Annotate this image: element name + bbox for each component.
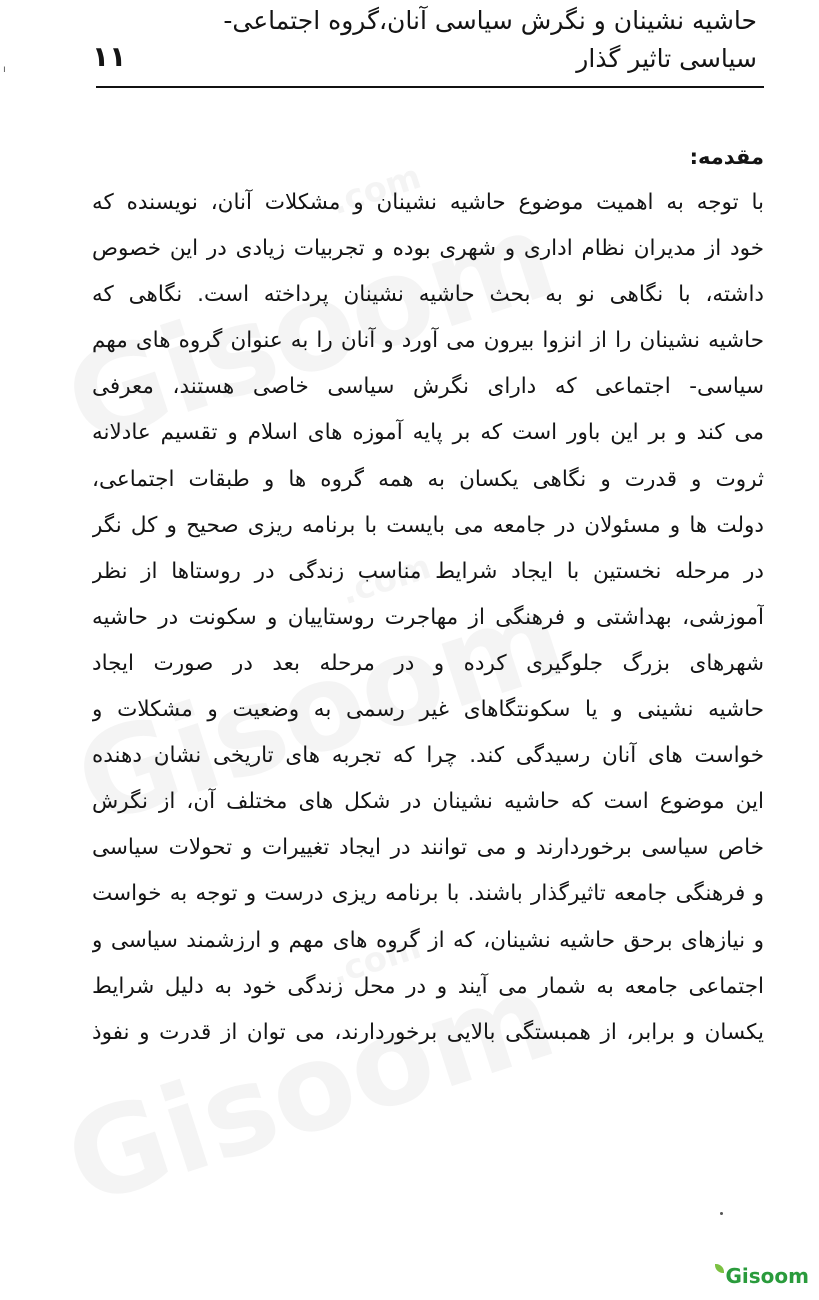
paragraph-line: خود از مدیران نظام اداری و شهری بوده و تجربیات زیادی در این خصوص: [92, 236, 764, 262]
paragraph-line: خواست های آنان رسیدگی کند. چرا که تجربه های تاریخی نشان دهنده: [92, 743, 764, 769]
gisoom-logo-text: Gisoom: [725, 1264, 809, 1288]
paragraph-line: داشته، با نگاهی نو به بحث حاشیه نشینان پرداخته است. نگاهی که: [92, 282, 764, 308]
paragraph-line: و فرهنگی جامعه تاثیرگذار باشند. با برنامه ریزی درست و توجه به خواست: [92, 881, 764, 907]
paragraph-line: با توجه به اهمیت موضوع حاشیه نشینان و مشکلات آنان، نویسنده که: [92, 190, 764, 215]
header-divider: [96, 86, 764, 88]
main-content: [92, 138, 764, 1056]
running-title: حاشیه نشینان و نگرش سیاسی آنان،گروه اجتماعی- سیاسی تاثیر گذار: [223, 6, 757, 73]
scan-mark: ı: [3, 64, 6, 75]
page-header: [0, 0, 819, 90]
paragraph-line: ثروت و قدرت و نگاهی یکسان به همه گروه ها و طبقات اجتماعی،: [92, 466, 764, 492]
section-title: مقدمه:: [689, 145, 764, 169]
paragraph-line: آموزشی، بهداشتی و فرهنگی از مهاجرت روستاییان و سکونت در حاشیه: [92, 604, 764, 630]
paragraph-line: این موضوع است که حاشیه نشینان در شکل های مختلف آن، از نگرش: [92, 789, 764, 815]
page-number: ۱۱: [92, 40, 127, 73]
paragraph-line: می کند و بر این باور است که بر پایه آموزه های اسلام و تقسیم عادلانه: [92, 420, 764, 446]
body-paragraph: [92, 180, 764, 1056]
paragraph-line: دولت ها و مسئولان در جامعه می بایست با برنامه ریزی صحیح و کل نگر: [92, 512, 764, 538]
paragraph-line: حاشیه نشینان را از انزوا بیرون می آورد و آنان را به عنوان گروه های مهم: [92, 328, 764, 354]
paragraph-line: شهرهای بزرگ جلوگیری کرده و در مرحله بعد در صورت ایجاد: [92, 650, 764, 676]
paragraph-line: اجتماعی جامعه به شمار می آیند و در محل زندگی خود به دلیل شرایط: [92, 973, 764, 999]
gisoom-logo: [715, 1264, 810, 1288]
paragraph-line: خاص سیاسی برخوردارند و می توانند در ایجاد تغییرات و تحولات سیاسی: [92, 835, 764, 861]
paragraph-line: و نیازهای برحق حاشیه نشینان، که از گروه های مهم و ارزشمند سیاسی و: [92, 927, 764, 953]
paragraph-line: سیاسی- اجتماعی که دارای نگرش سیاسی خاصی هستند، معرفی: [92, 374, 764, 400]
paragraph-line: در مرحله نخستین با ایجاد شرایط مناسب زندگی در روستاها از نظر: [92, 558, 764, 584]
paragraph-line: یکسان و برابر، از همبستگی بالایی برخوردارند، می توان از قدرت و نفوذ: [92, 1019, 764, 1045]
scan-dot: [720, 1212, 723, 1215]
leaf-icon: [715, 1264, 724, 1273]
paragraph-line: حاشیه نشینی و یا سکونتگاهای غیر رسمی به وضعیت و مشکلات و: [92, 697, 764, 723]
